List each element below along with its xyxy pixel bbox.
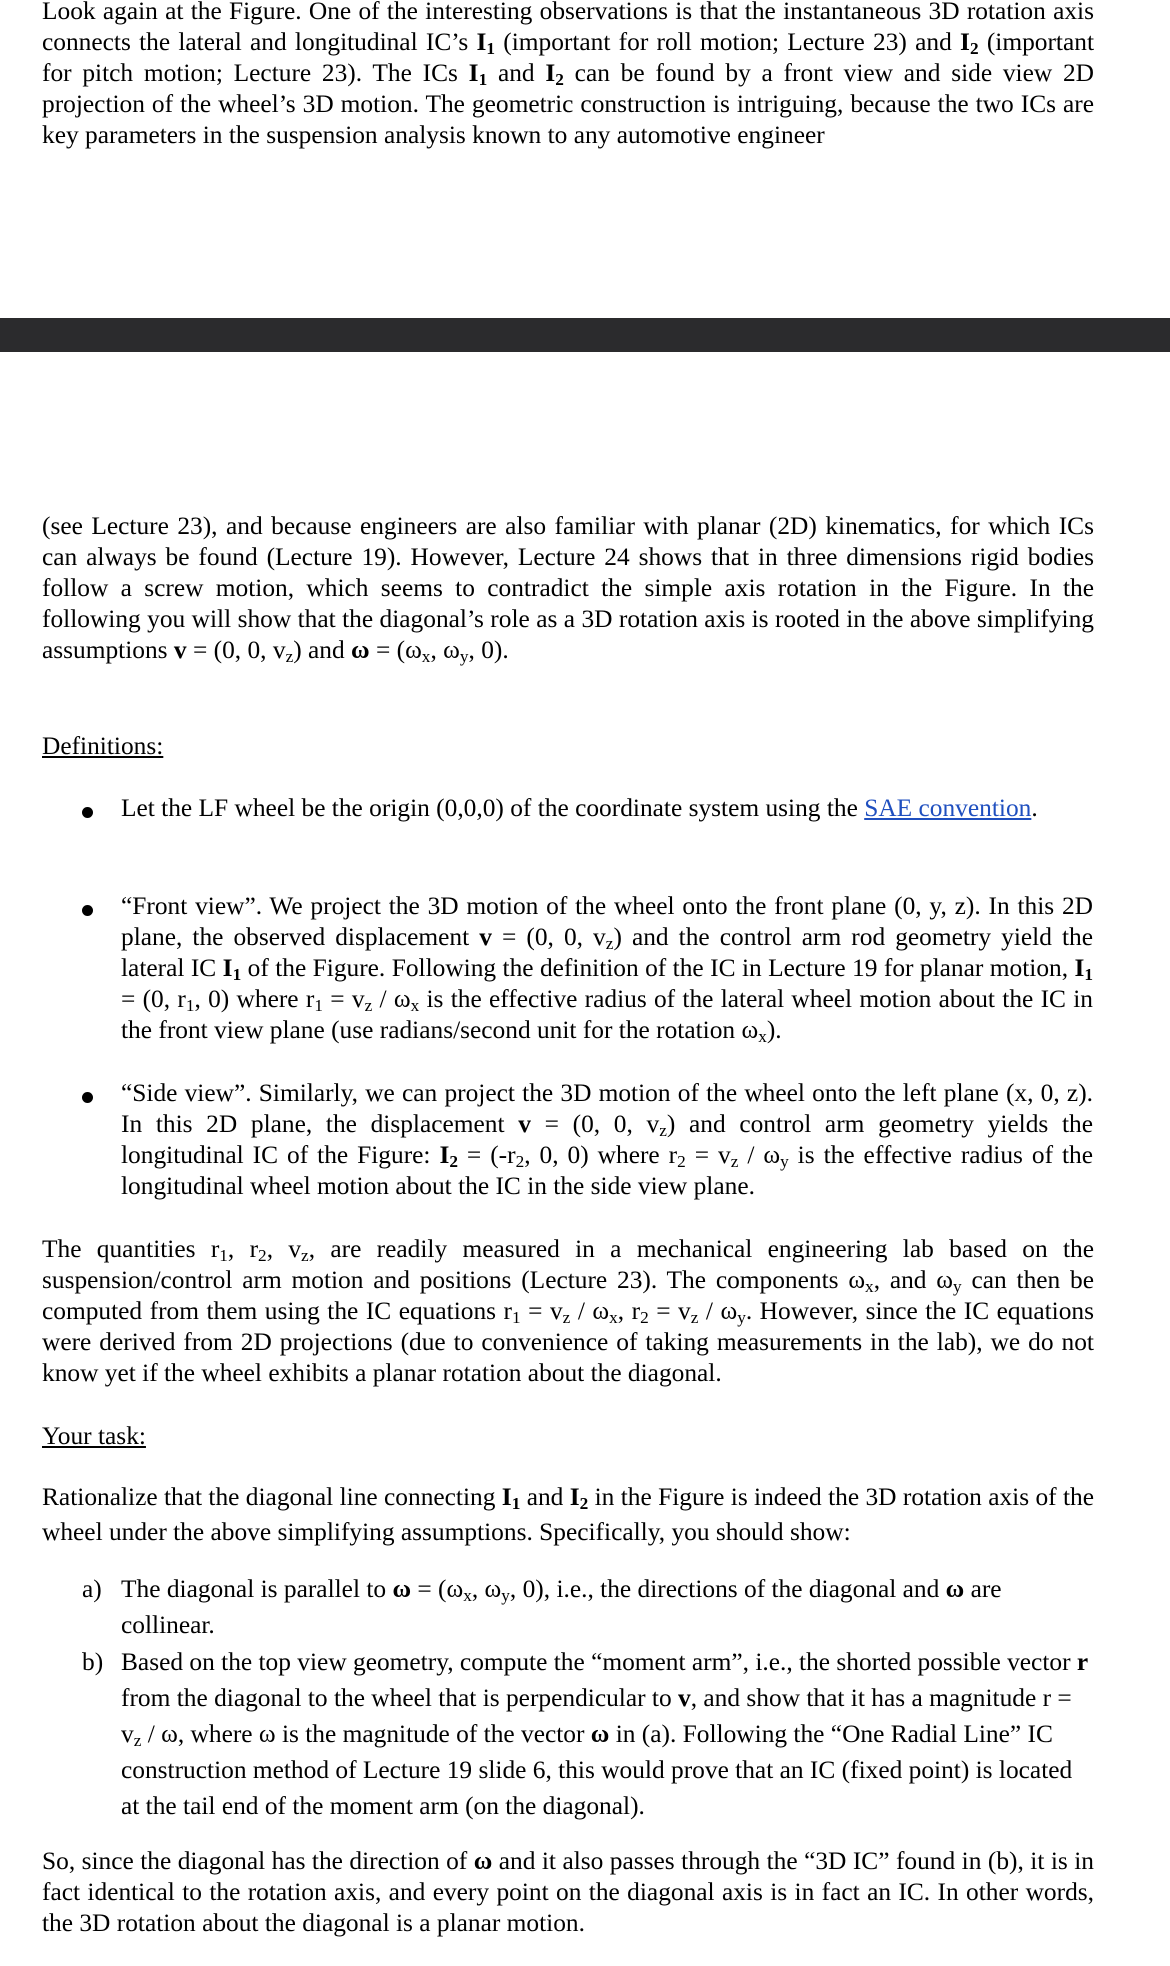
task-marker-b: b)	[82, 1648, 104, 1676]
bullet-1-text: Let the LF wheel be the origin (0,0,0) of the coordinate system using the SAE convention.	[121, 794, 1038, 822]
task-heading: Your task:	[42, 1422, 146, 1450]
bullet-3-text: “Side view”. Similarly, we can project the 3D motion of the wheel onto the left plane (x, 0, z). In this 2D plane, the displacement v = (0, 0, $v_z$) and control arm geometry yields the longitudinal IC of the Figure: $I_2 = (-r_2$, 0, 0) where $r_2 = v_z / \omega_y$ is the effective radius of the longitudinal wheel motion about the IC in the side view plane.	[121, 1079, 1094, 1200]
figure-band	[0, 318, 1170, 352]
definitions-heading: Definitions:	[42, 732, 164, 760]
quantities-paragraph: The quantities $r_1$, $r_2$, $v_z$, are readily measured in a mechanical engineering lab based on the suspension/control arm motion and positions (Lecture 23). The components $\omega_x$, and $\omega_y$ can then be computed from them using the IC equations $r_1 = v_z / \omega_x$, $r_2 = v_z / \omega_y$. However, since the IC equations were derived from 2D projections (due to convenience of taking measurements in the lab), we do not know yet if the wheel exhibits a planar rotation about the diagonal.	[42, 1235, 1094, 1387]
task-item-a-text: The diagonal is parallel to $\omega = (\omega_x$, $\omega_y$, 0), i.e., the directions of the diagonal and ω are collinear.	[121, 1575, 1002, 1639]
intro-paragraph: Look again at the Figure. One of the interesting observations is that the instantaneous 3D rotation axis connects the lateral and longitudinal IC’s $I_1$ (important for roll motion; Lecture 23) and $I_2$ (important for pitch motion; Lecture 23). The ICs $I_1$ and $I_2$ can be found by a front view and side view 2D projection of the wheel’s 3D motion. The geometric construction is intriguing, because the two ICs are key parameters in the suspension analysis known to any automotive engineer	[42, 0, 1095, 149]
task-intro-paragraph: Rationalize that the diagonal line connecting $I_1$ and $I_2$ in the Figure is indeed the 3D rotation axis of the wheel under the above simplifying assumptions. Specifically, you should show:	[42, 1483, 1095, 1546]
bullet-icon	[82, 807, 93, 818]
bullet-icon	[82, 905, 93, 916]
bullet-icon	[82, 1092, 93, 1103]
sae-convention-link[interactable]: SAE convention	[864, 794, 1032, 822]
continuation-paragraph: (see Lecture 23), and because engineers are also familiar with planar (2D) kinematics, for which ICs can always be found (Lecture 19). However, Lecture 24 shows that in three dimensions rigid bodies follow a screw motion, which seems to contradict the simple axis rotation in the Figure. In the following you will show that the diagonal’s role as a 3D rotation axis is rooted in the above simplifying assumptions v = (0, 0, $v_z$) and $\omega = (\omega_x$, $\omega_y$, 0).	[42, 512, 1094, 666]
task-item-b-text: Based on the top view geometry, compute the “moment arm”, i.e., the shorted possible vector r from the diagonal to the wheel that is perpendicular to v, and show that it has a magnitude $r = v_z / \omega$, where ω is the magnitude of the vector ω in (a). Following the “One Radial Line” IC construction method of Lecture 19 slide 6, this would prove that an IC (fixed point) is located at the tail end of the moment arm (on the diagonal).	[121, 1648, 1089, 1820]
conclusion-paragraph: So, since the diagonal has the direction of ω and it also passes through the “3D IC” found in (b), it is in fact identical to the rotation axis, and every point on the diagonal axis is in fact an IC. In other words, the 3D rotation about the diagonal is a planar motion.	[42, 1847, 1094, 1937]
task-marker-a: a)	[82, 1575, 102, 1603]
bullet-2-text: “Front view”. We project the 3D motion of the wheel onto the front plane (0, y, z). In this 2D plane, the observed displacement v = (0, 0, $v_z$) and the control arm rod geometry yield the lateral IC $I_1$ of the Figure. Following the definition of the IC in Lecture 19 for planar motion, $I_1 = (0$, $r_1$, 0) where $r_1 = v_z / \omega_x$ is the effective radius of the lateral wheel motion about the IC in the front view plane (use radians/second unit for the rotation $\omega_x$).	[121, 892, 1094, 1046]
